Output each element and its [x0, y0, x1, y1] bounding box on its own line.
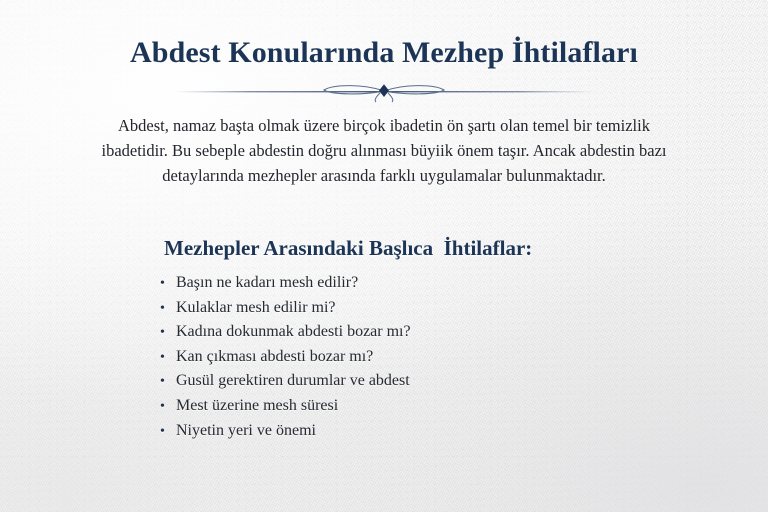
intro-paragraph: Abdest, namaz başta olmak üzere birçok ibadetin ön şartı olan temel bir temizlik ibadetidir. Bu sebeple abdestin doğru alınması büyiik önem taşır. Ancak abdestin bazı detaylarında mezhepler arasında farklı uygulamalar bulunmaktadır. — [101, 116, 667, 185]
list-item-label: Niyetin yeri ve önemi — [176, 421, 316, 439]
list-item — [160, 422, 411, 447]
bullet-icon: • — [160, 349, 165, 365]
list-item — [160, 323, 411, 348]
list-item-label: Mest üzerine mesh süresi — [176, 396, 339, 414]
bullet-icon: • — [160, 325, 165, 341]
list-item-label: Kadına dokunmak abdesti bozar mı? — [176, 323, 411, 341]
list-item — [160, 274, 411, 299]
bullet-icon: • — [160, 374, 165, 390]
list-item-label: Kulaklar mesh edilir mi? — [176, 298, 336, 316]
bullet-icon: • — [160, 398, 165, 414]
bullet-icon: • — [160, 423, 165, 439]
list-item-label: Gusül gerektiren durumlar ve abdest — [176, 372, 410, 390]
bullet-icon: • — [160, 300, 165, 316]
title-block — [0, 36, 768, 70]
list-item — [160, 348, 411, 373]
list-item — [160, 372, 411, 397]
ornamental-diamond-divider-icon — [0, 81, 768, 103]
list-item-label: Başın ne kadarı mesh edilir? — [176, 274, 359, 291]
page-title: Abdest Konularında Mezhep İhtilafları — [130, 36, 638, 69]
bullet-icon: • — [160, 276, 165, 291]
ihtilaflar-list — [160, 274, 411, 446]
section-heading: Mezhepler Arasındaki Başlıca İhtilaflar: — [164, 236, 533, 260]
list-item — [160, 299, 411, 324]
list-item — [160, 397, 411, 422]
list-item-label: Kan çıkması abdesti bozar mı? — [176, 347, 374, 365]
